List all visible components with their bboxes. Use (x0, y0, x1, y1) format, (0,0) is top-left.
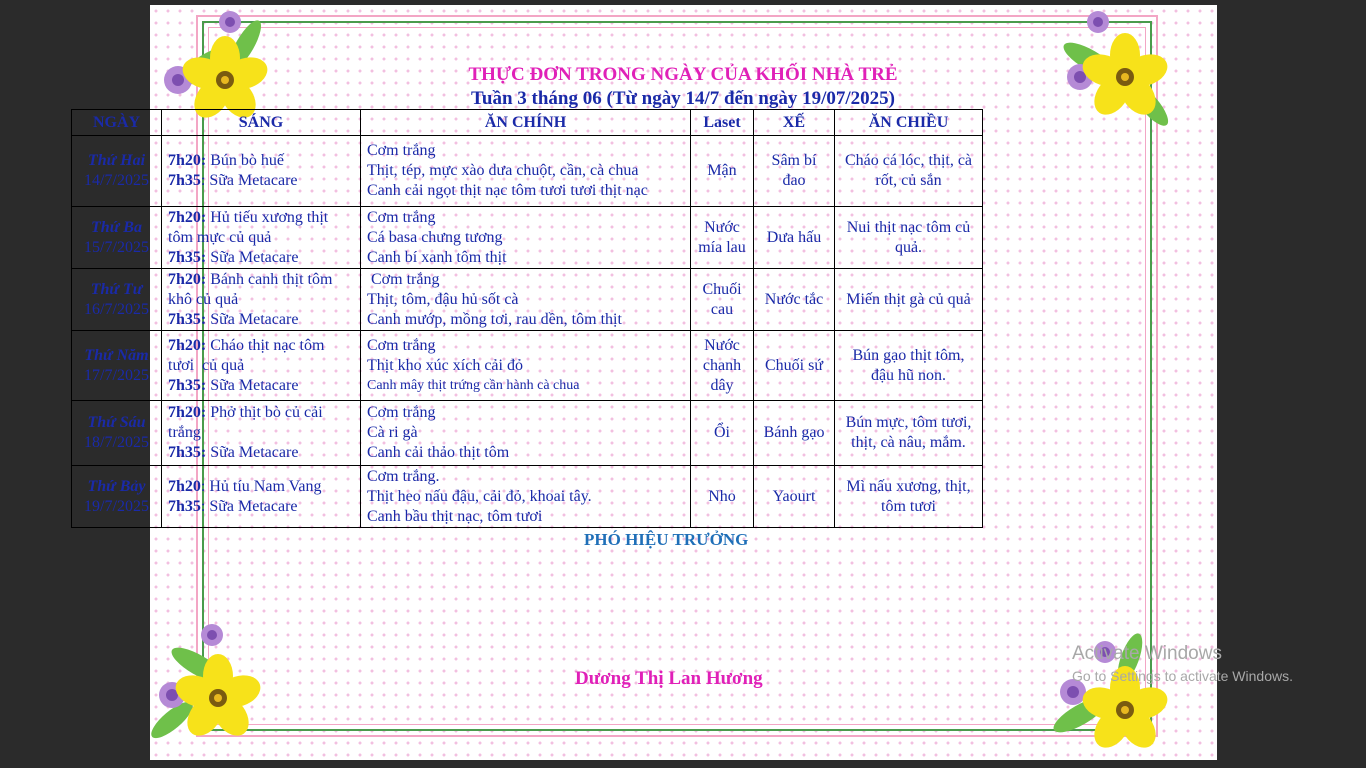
header-day: NGÀY (72, 110, 162, 136)
laset-cell: Ổi (691, 401, 754, 466)
xe-cell: Chuối sứ (754, 331, 835, 401)
table-row (72, 136, 983, 207)
signer-name: Dương Thị Lan Hương (575, 668, 763, 689)
main-dish: Thịt kho xúc xích cải đỏ (367, 356, 523, 374)
main-dish: Thịt, tôm, đậu hủ sốt cà (367, 290, 519, 308)
breakfast-item: Bánh canh thịt tôm khô củ quả (168, 270, 333, 308)
header-breakfast: SÁNG (162, 110, 361, 136)
activate-windows-title: Activate Windows (1072, 643, 1222, 664)
xe-cell: Dưa hấu (754, 207, 835, 269)
menu-title: THỰC ĐƠN TRONG NGÀY CỦA KHỐI NHÀ TRẺ (468, 64, 898, 85)
main-dish: Canh mướp, mồng tơi, rau dền, tôm thịt (367, 310, 622, 328)
day-cell (72, 401, 162, 466)
breakfast-item: Phở thịt bò củ cải trắng (168, 404, 323, 441)
afternoon-cell: Cháo cá lóc, thịt, cà rốt, củ sắn (835, 136, 983, 207)
day-name: Thứ Hai (87, 152, 146, 169)
breakfast-item: Sữa Metacare (206, 310, 299, 328)
breakfast-cell (162, 207, 361, 269)
main-dish: Thịt heo nấu đậu, cải đỏ, khoai tây. (367, 487, 592, 505)
main-dish: Canh mây thịt trứng cần hành cà chua (367, 377, 580, 393)
main-meal-cell (361, 136, 691, 207)
day-name: Thứ Bảy (87, 477, 146, 495)
xe-cell: Yaourt (754, 466, 835, 528)
time-label: 7h20: (168, 152, 207, 169)
time-label: 7h35: (168, 444, 207, 461)
laset-cell: Chuối cau (691, 269, 754, 331)
main-meal-cell (361, 269, 691, 331)
breakfast-item: Sữa Metacare (206, 376, 299, 394)
table-row (72, 269, 983, 331)
day-date: 17/7/2025 (84, 366, 149, 384)
xe-cell: Nước tắc (754, 269, 835, 331)
laset-cell: Nước chanh dây (691, 331, 754, 401)
table-row (72, 401, 983, 466)
afternoon-cell: Bún gạo thịt tôm, đậu hũ non. (835, 331, 983, 401)
breakfast-cell (162, 269, 361, 331)
time-label: 7h20: (168, 270, 207, 288)
breakfast-item: Hủ tiếu xương thịt tôm mực củ quả (168, 208, 329, 246)
main-dish: Canh cải thảo thịt tôm (367, 444, 510, 461)
main-dish: Cơm trắng. (367, 467, 440, 485)
day-name: Thứ Tư (90, 280, 143, 298)
breakfast-item: : Sữa Metacare (200, 172, 298, 189)
breakfast-cell (162, 331, 361, 401)
day-cell (72, 136, 162, 207)
breakfast-item: Bún bò huế (206, 152, 285, 169)
time-label: 7h35 (168, 172, 201, 189)
xe-cell: Bánh gạo (754, 401, 835, 466)
afternoon-cell: Miến thịt gà củ quả (835, 269, 983, 331)
main-meal-cell (361, 401, 691, 466)
afternoon-cell: Nui thịt nạc tôm củ quả. (835, 207, 983, 269)
main-dish: Cơm trắng (367, 208, 436, 226)
header-main-meal: ĂN CHÍNH (361, 110, 691, 136)
main-dish: Cá basa chưng tương (367, 228, 503, 246)
breakfast-cell (162, 136, 361, 207)
time-label: 7h20: (168, 404, 207, 421)
time-label: 7h35 (168, 497, 201, 515)
main-meal-cell (361, 331, 691, 401)
laset-cell: Nho (691, 466, 754, 528)
day-cell (72, 269, 162, 331)
xe-cell: Sâm bí đao (754, 136, 835, 207)
laset-cell: Mận (691, 136, 754, 207)
breakfast-item: : Sữa Metacare (200, 497, 298, 515)
day-date: 18/7/2025 (84, 434, 149, 451)
time-label: 7h20 (168, 477, 201, 495)
vice-principal-label: PHÓ HIỆU TRƯỞNG (584, 530, 749, 549)
table-row (72, 331, 983, 401)
main-dish: Cơm trắng (367, 404, 436, 421)
main-dish: Cơm trắng (367, 270, 440, 288)
day-name: Thứ Sáu (87, 414, 146, 431)
main-dish: Canh bầu thịt nạc, tôm tươi (367, 507, 543, 525)
menu-table (71, 109, 983, 528)
main-dish: Cà ri gà (367, 424, 418, 441)
activate-windows-hint[interactable]: Go to Settings to activate Windows. (1072, 668, 1293, 684)
flower-decoration-bottom-left (150, 620, 280, 750)
main-dish: Cơm trắng (367, 336, 436, 354)
breakfast-cell (162, 401, 361, 466)
time-label: 7h35: (168, 248, 207, 266)
day-date: 16/7/2025 (84, 300, 149, 318)
day-date: 14/7/2025 (84, 172, 149, 189)
table-header-row (72, 110, 983, 136)
breakfast-item: Sữa Metacare (206, 444, 299, 461)
header-laset: Laset (691, 110, 754, 136)
main-dish: Canh bí xanh tôm thịt (367, 248, 507, 266)
breakfast-item: Cháo thịt nạc tôm tươi củ quả (168, 336, 329, 374)
day-cell (72, 331, 162, 401)
main-meal-cell (361, 466, 691, 528)
table-row (72, 466, 983, 528)
main-meal-cell (361, 207, 691, 269)
breakfast-item: : Hủ tíu Nam Vang (200, 477, 322, 495)
day-cell (72, 466, 162, 528)
day-date: 15/7/2025 (84, 238, 149, 256)
afternoon-cell: Bún mực, tôm tươi, thịt, cà nâu, mắm. (835, 401, 983, 466)
table-row (72, 207, 983, 269)
main-dish: Canh cải ngọt thịt nạc tôm tươi tươi thịt nạc (367, 182, 648, 199)
main-dish: Cơm trắng (367, 142, 436, 159)
time-label: 7h20: (168, 336, 207, 354)
day-name: Thứ Năm (84, 346, 149, 364)
afternoon-cell: Mì nấu xương, thịt, tôm tươi (835, 466, 983, 528)
day-name: Thứ Ba (91, 218, 142, 236)
time-label: 7h20: (168, 208, 207, 226)
laset-cell: Nước mía lau (691, 207, 754, 269)
time-label: 7h35: (168, 310, 207, 328)
header-xe: XẾ (754, 110, 835, 136)
main-dish: Thịt, tép, mực xào dưa chuột, cần, cà chua (367, 162, 639, 179)
day-date: 19/7/2025 (84, 497, 149, 515)
day-cell (72, 207, 162, 269)
menu-subtitle-week: Tuần 3 tháng 06 (Từ ngày 14/7 đến ngày 19/07/2025) (470, 88, 896, 109)
breakfast-item: Sữa Metacare (206, 248, 299, 266)
time-label: 7h35: (168, 376, 207, 394)
header-afternoon: ĂN CHIỀU (835, 110, 983, 136)
breakfast-cell (162, 466, 361, 528)
